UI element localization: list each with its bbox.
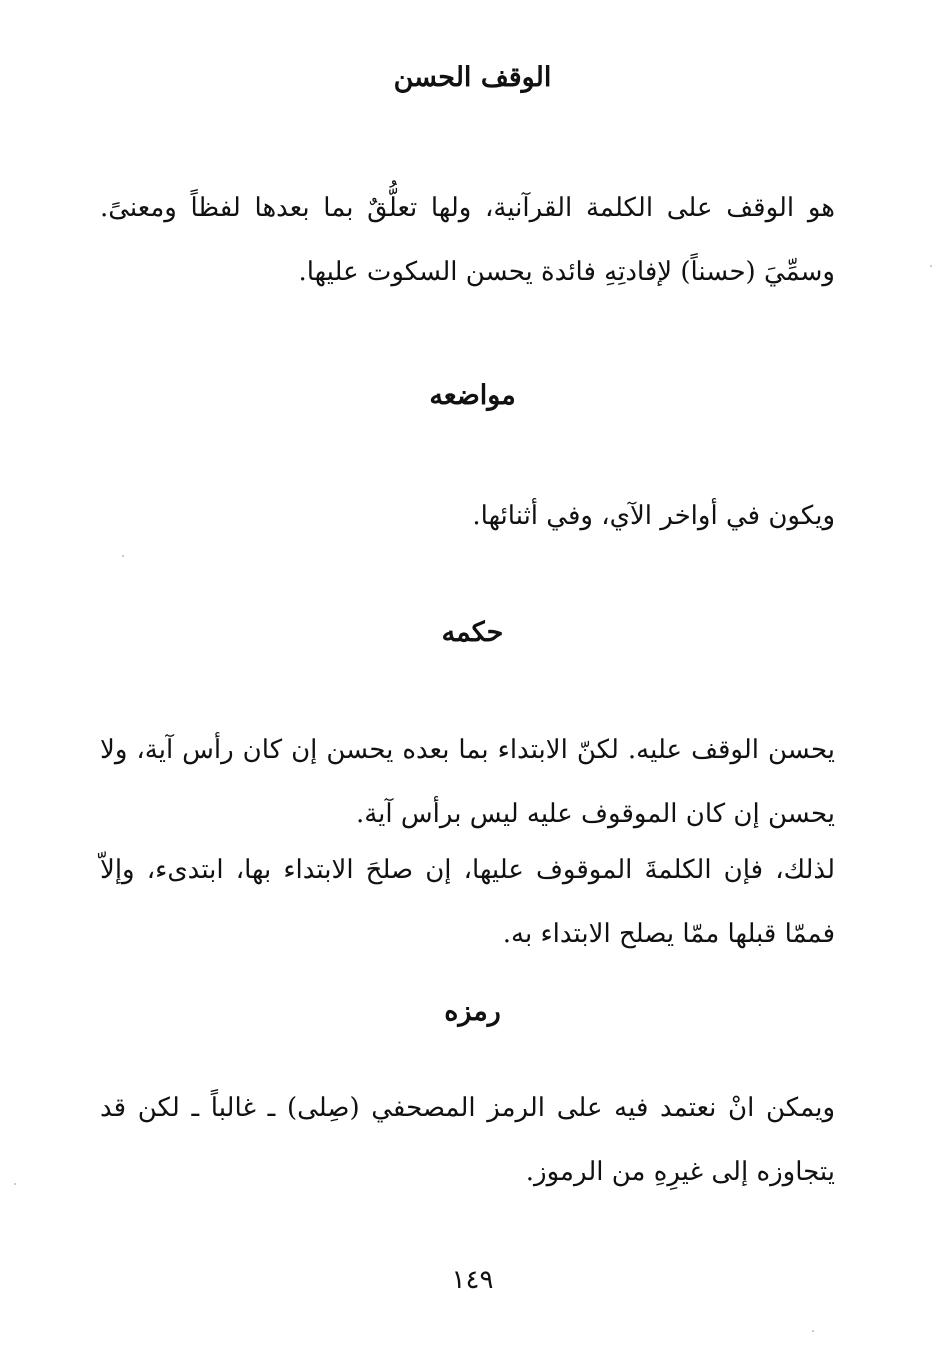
scan-speck <box>122 555 124 557</box>
locations-paragraph: ويكون في أواخر الآي، وفي أثنائها. <box>472 501 835 531</box>
definition-paragraph: هو الوقف على الكلمة القرآنية، ولها تعلُّقٌ بما بعدها لفظاً ومعنىً. وسمِّيَ (حسناً) لإفادتِهِ فائدة يحسن السكوت عليها. <box>100 193 835 287</box>
section-heading-symbol: رمزه <box>444 996 501 1027</box>
scan-speck <box>930 265 932 267</box>
page-title: الوقف الحسن <box>393 62 552 93</box>
section-heading-locations: مواضعه <box>429 380 516 411</box>
ruling-paragraph-2: لذلك، فإن الكلمةَ الموقوف عليها، إن صلحَ الابتداء بها، ابتدىء، وإلاّ فممّا قبلها ممّا يصلح الابتداء به. <box>100 855 835 949</box>
symbol-paragraph: ويمكن انْ نعتمد فيه على الرمز المصحفي (صِلى) ـ غالباً ـ لكن قد يتجاوزه إلى غيرِهِ من الرموز. <box>100 1093 835 1187</box>
scan-speck <box>812 1330 814 1332</box>
ruling-paragraph-1: يحسن الوقف عليه. لكنّ الابتداء بما بعده يحسن إن كان رأس آية، ولا يحسن إن كان الموقوف عليه ليس برأس آية. <box>100 735 835 829</box>
section-heading-ruling: حكمه <box>441 617 504 648</box>
page-number: ١٤٩ <box>451 1265 494 1295</box>
scan-speck <box>14 1183 16 1185</box>
